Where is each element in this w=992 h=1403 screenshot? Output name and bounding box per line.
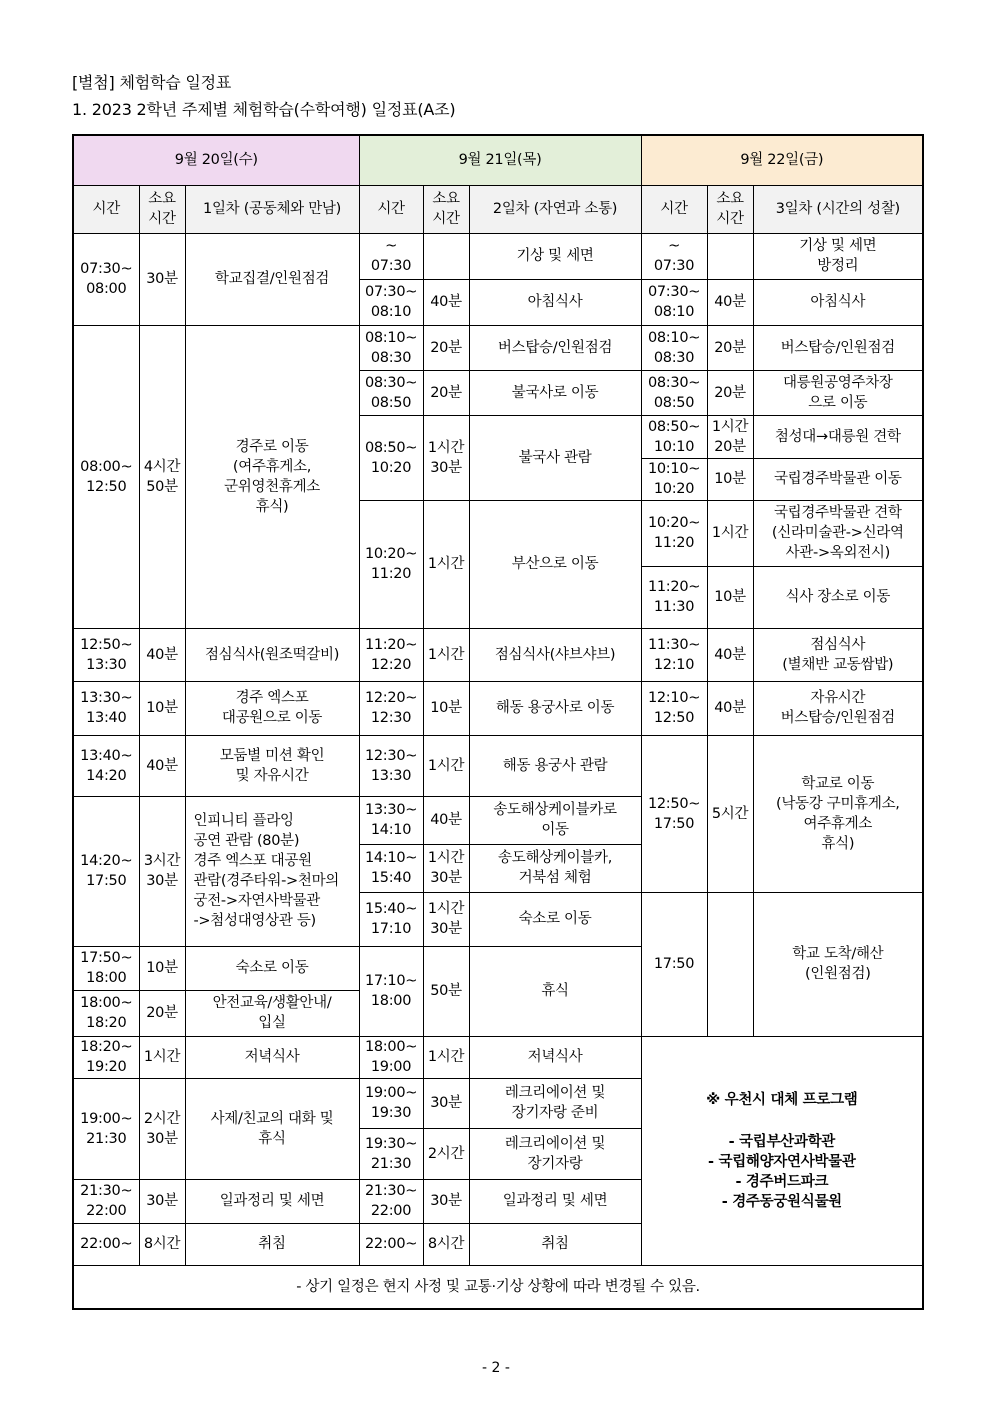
day2-activity: 해동 용궁사 관람 xyxy=(469,735,641,796)
day2-activity: 휴식 xyxy=(469,946,641,1036)
day1-time: 21:30~ 22:00 xyxy=(73,1179,139,1223)
day1-duration: 40분 xyxy=(139,628,185,681)
day1-activity: 일과정리 및 세면 xyxy=(185,1179,359,1223)
day3-duration: 20분 xyxy=(707,370,753,415)
day1-activity: 숙소로 이동 xyxy=(185,946,359,990)
day2-date: 9월 21일(목) xyxy=(359,135,641,185)
day2-duration: 30분 xyxy=(423,1078,469,1128)
day2-time: 13:30~ 14:10 xyxy=(359,796,423,844)
day2-duration: 40분 xyxy=(423,279,469,325)
day1-time: 19:00~ 21:30 xyxy=(73,1078,139,1179)
day3-time: 17:50 xyxy=(641,892,707,1036)
day2-time: 17:10~ 18:00 xyxy=(359,946,423,1036)
day1-duration: 30분 xyxy=(139,1179,185,1223)
day2-duration: 50분 xyxy=(423,946,469,1036)
day3-time: 12:50~ 17:50 xyxy=(641,735,707,892)
day2-duration: 20분 xyxy=(423,325,469,370)
day1-duration: 10분 xyxy=(139,681,185,735)
day2-activity: 해동 용궁사로 이동 xyxy=(469,681,641,735)
day1-time: 18:00~ 18:20 xyxy=(73,990,139,1036)
day1-duration: 2시간 30분 xyxy=(139,1078,185,1179)
day3-time: 10:20~ 11:20 xyxy=(641,500,707,566)
day2-duration: 40분 xyxy=(423,796,469,844)
day3-duration: 1시간 20분 xyxy=(707,415,753,458)
day2-activity: 점심식사(샤브샤브) xyxy=(469,628,641,681)
alternative-item: - 국립부산과학관 xyxy=(728,1133,835,1150)
day2-time: 18:00~ 19:00 xyxy=(359,1036,423,1078)
day1-time-header: 시간 xyxy=(73,185,139,233)
day2-activity: 레크리에이션 및 장기자랑 xyxy=(469,1128,641,1179)
day2-time: 10:20~ 11:20 xyxy=(359,500,423,628)
day1-time: 08:00~ 12:50 xyxy=(73,325,139,628)
rain-alternative-program xyxy=(641,1036,923,1265)
day2-duration: 1시간 30분 xyxy=(423,844,469,892)
day3-activity: 식사 장소로 이동 xyxy=(753,566,923,628)
day3-time: 11:30~ 12:10 xyxy=(641,628,707,681)
day2-activity: 레크리에이션 및 장기자랑 준비 xyxy=(469,1078,641,1128)
day1-activity: 안전교육/생활안내/ 입실 xyxy=(185,990,359,1036)
day1-duration: 10분 xyxy=(139,946,185,990)
day2-time: 08:30~ 08:50 xyxy=(359,370,423,415)
day3-activity: 자유시간 버스탑승/인원점검 xyxy=(753,681,923,735)
day1-time: 14:20~ 17:50 xyxy=(73,796,139,946)
day3-date: 9월 22일(금) xyxy=(641,135,923,185)
day3-activity: 국립경주박물관 견학 (신라미술관->신라역 사관->옥외전시) xyxy=(753,500,923,566)
day2-duration: 2시간 xyxy=(423,1128,469,1179)
day2-time: ~ 07:30 xyxy=(359,233,423,279)
day1-time: 07:30~ 08:00 xyxy=(73,233,139,325)
day2-duration: 20분 xyxy=(423,370,469,415)
alternative-item: - 경주동궁원식물원 xyxy=(721,1193,842,1210)
day3-time: 08:30~ 08:50 xyxy=(641,370,707,415)
day1-activity: 사제/친교의 대화 및 휴식 xyxy=(185,1078,359,1179)
day2-time: 21:30~ 22:00 xyxy=(359,1179,423,1223)
document-title: 1. 2023 2학년 주제별 체험학습(수학여행) 일정표(A조) xyxy=(72,100,456,119)
day2-activity: 숙소로 이동 xyxy=(469,892,641,946)
day2-activity: 취침 xyxy=(469,1223,641,1265)
day1-time: 13:40~ 14:20 xyxy=(73,735,139,796)
day2-duration: 10분 xyxy=(423,681,469,735)
day1-activity: 모둠별 미션 확인 및 자유시간 xyxy=(185,735,359,796)
day1-time: 22:00~ xyxy=(73,1223,139,1265)
day2-time: 14:10~ 15:40 xyxy=(359,844,423,892)
day1-time: 18:20~ 19:20 xyxy=(73,1036,139,1078)
day2-duration: 1시간 xyxy=(423,500,469,628)
day1-duration: 30분 xyxy=(139,233,185,325)
day2-time: 19:30~ 21:30 xyxy=(359,1128,423,1179)
day2-duration: 1시간 30분 xyxy=(423,415,469,500)
day3-duration: 1시간 xyxy=(707,500,753,566)
day3-duration: 40분 xyxy=(707,628,753,681)
day1-duration: 1시간 xyxy=(139,1036,185,1078)
day2-time: 12:20~ 12:30 xyxy=(359,681,423,735)
day3-time: 12:10~ 12:50 xyxy=(641,681,707,735)
day2-activity: 불국사 관람 xyxy=(469,415,641,500)
day2-duration xyxy=(423,233,469,279)
day2-time: 22:00~ xyxy=(359,1223,423,1265)
day2-activity: 부산으로 이동 xyxy=(469,500,641,628)
day3-activity: 버스탑승/인원점검 xyxy=(753,325,923,370)
day3-activity: 대릉원공영주차장 으로 이동 xyxy=(753,370,923,415)
annex-label: [별첨] 체험학습 일정표 xyxy=(72,73,232,92)
day1-duration: 20분 xyxy=(139,990,185,1036)
day3-duration xyxy=(707,892,753,1036)
day3-time: 08:10~ 08:30 xyxy=(641,325,707,370)
day3-duration: 10분 xyxy=(707,566,753,628)
alternative-item: - 경주버드파크 xyxy=(735,1173,829,1190)
day3-duration: 40분 xyxy=(707,279,753,325)
day2-time: 08:10~ 08:30 xyxy=(359,325,423,370)
day1-duration: 3시간 30분 xyxy=(139,796,185,946)
day1-activity: 경주로 이동 (여주휴게소, 군위영천휴게소 휴식) xyxy=(185,325,359,628)
day1-time: 13:30~ 13:40 xyxy=(73,681,139,735)
day3-activity: 학교로 이동 (낙동강 구미휴게소, 여주휴게소 휴식) xyxy=(753,735,923,892)
day1-activity-header: 1일차 (공동체와 만남) xyxy=(185,185,359,233)
day3-activity: 점심식사 (별채반 교동쌈밥) xyxy=(753,628,923,681)
day3-time: 07:30~ 08:10 xyxy=(641,279,707,325)
day3-duration: 20분 xyxy=(707,325,753,370)
day2-duration: 1시간 xyxy=(423,1036,469,1078)
day1-activity: 학교집결/인원점검 xyxy=(185,233,359,325)
alternative-item: - 국립해양자연사박물관 xyxy=(708,1153,856,1170)
day3-activity: 아침식사 xyxy=(753,279,923,325)
day2-time: 08:50~ 10:20 xyxy=(359,415,423,500)
day2-time: 19:00~ 19:30 xyxy=(359,1078,423,1128)
day2-activity-header: 2일차 (자연과 소통) xyxy=(469,185,641,233)
day3-duration: 40분 xyxy=(707,681,753,735)
page-number: - 2 - xyxy=(482,1360,510,1376)
day2-activity: 일과정리 및 세면 xyxy=(469,1179,641,1223)
day2-activity: 버스탑승/인원점검 xyxy=(469,325,641,370)
day2-duration: 30분 xyxy=(423,1179,469,1223)
day1-activity: 저녁식사 xyxy=(185,1036,359,1078)
day3-time: ~ 07:30 xyxy=(641,233,707,279)
day2-time: 12:30~ 13:30 xyxy=(359,735,423,796)
day3-duration: 10분 xyxy=(707,458,753,500)
day1-time: 17:50~ 18:00 xyxy=(73,946,139,990)
day1-activity: 취침 xyxy=(185,1223,359,1265)
day1-duration-header: 소요 시간 xyxy=(139,185,185,233)
day2-duration: 1시간 xyxy=(423,735,469,796)
day3-activity-header: 3일차 (시간의 성찰) xyxy=(753,185,923,233)
day2-time: 11:20~ 12:20 xyxy=(359,628,423,681)
day3-duration: 5시간 xyxy=(707,735,753,892)
day3-duration xyxy=(707,233,753,279)
day1-activity: 경주 엑스포 대공원으로 이동 xyxy=(185,681,359,735)
day2-duration: 1시간 30분 xyxy=(423,892,469,946)
day2-activity: 송도해상케이블카로 이동 xyxy=(469,796,641,844)
schedule-change-note: - 상기 일정은 현지 사정 및 교통·기상 상황에 따라 변경될 수 있음. xyxy=(73,1265,923,1309)
day3-activity: 기상 및 세면 방정리 xyxy=(753,233,923,279)
day1-date: 9월 20일(수) xyxy=(73,135,359,185)
day2-activity: 송도해상케이블카, 거북섬 체험 xyxy=(469,844,641,892)
schedule-table xyxy=(72,134,924,1310)
day2-activity: 기상 및 세면 xyxy=(469,233,641,279)
day1-time: 12:50~ 13:30 xyxy=(73,628,139,681)
day2-time-header: 시간 xyxy=(359,185,423,233)
day3-activity: 학교 도착/해산 (인원점검) xyxy=(753,892,923,1036)
day3-duration-header: 소요 시간 xyxy=(707,185,753,233)
day3-time: 08:50~ 10:10 xyxy=(641,415,707,458)
day1-duration: 8시간 xyxy=(139,1223,185,1265)
day2-activity: 불국사로 이동 xyxy=(469,370,641,415)
day1-activity: 인피니티 플라잉 공연 관람 (80분) 경주 엑스포 대공원 관람(경주타워->천마의 궁전->자연사박물관 ->첨성대영상관 등) xyxy=(185,796,359,946)
day2-duration-header: 소요 시간 xyxy=(423,185,469,233)
day3-time: 10:10~ 10:20 xyxy=(641,458,707,500)
day2-activity: 저녁식사 xyxy=(469,1036,641,1078)
day2-duration: 1시간 xyxy=(423,628,469,681)
alternative-title: ※ 우천시 대체 프로그램 xyxy=(706,1091,858,1108)
day3-activity: 첨성대→대릉원 견학 xyxy=(753,415,923,458)
day2-time: 07:30~ 08:10 xyxy=(359,279,423,325)
day1-activity: 점심식사(원조떡갈비) xyxy=(185,628,359,681)
day1-duration: 40분 xyxy=(139,735,185,796)
day2-duration: 8시간 xyxy=(423,1223,469,1265)
day2-activity: 아침식사 xyxy=(469,279,641,325)
day3-time: 11:20~ 11:30 xyxy=(641,566,707,628)
day3-activity: 국립경주박물관 이동 xyxy=(753,458,923,500)
day1-duration: 4시간 50분 xyxy=(139,325,185,628)
day2-time: 15:40~ 17:10 xyxy=(359,892,423,946)
day3-time-header: 시간 xyxy=(641,185,707,233)
